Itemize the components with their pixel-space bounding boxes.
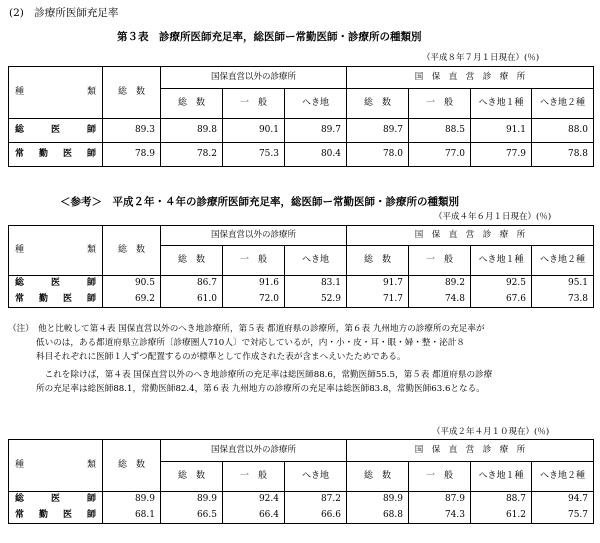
ref-table (8, 225, 594, 308)
cell-value: 89.9 (347, 492, 409, 508)
cell-value: 80.4 (285, 143, 347, 167)
ref-head-kind: 種 類 (9, 226, 103, 276)
row-label: 総 医 師 (9, 276, 103, 292)
table-row (9, 492, 594, 508)
ref-title: ＜参考＞ 平成２年・４年の診療所医師充足率，総医師ー常勤医師・診療所の種類別 (60, 196, 459, 208)
table-row (9, 143, 594, 167)
cell-value: 89.8 (161, 119, 223, 143)
cell-value: 92.5 (471, 276, 532, 292)
cell-value: 68.1 (103, 508, 161, 524)
cell-value: 68.8 (347, 508, 409, 524)
cell-value: 69.2 (103, 292, 161, 308)
cell-value: 67.6 (471, 292, 532, 308)
note-line: （注） 他と比較して第４表 国保直営以外のへき地診療所，第５表 都道府県の診療所，第６表 九州地方の診療所の充足率が (8, 324, 485, 334)
ref-head-sub: へき地２種 (532, 246, 594, 276)
table3-head-sub: 一 般 (223, 89, 285, 119)
cell-value: 75.3 (223, 143, 285, 167)
table4 (8, 439, 594, 524)
row-label: 総 医 師 (9, 119, 103, 143)
table4-head-kind: 種 類 (9, 440, 103, 492)
cell-value: 87.2 (285, 492, 347, 508)
table3-head-sub: 総 数 (161, 89, 223, 119)
table3-head-group1: 国保直営以外の診療所 (161, 67, 347, 89)
cell-value: 95.1 (532, 276, 594, 292)
cell-value: 74.8 (409, 292, 471, 308)
cell-value: 78.2 (161, 143, 223, 167)
ref-head-sub: へき地 (285, 246, 347, 276)
ref-head-total: 総 数 (103, 226, 161, 276)
cell-value: 66.6 (285, 508, 347, 524)
cell-value: 94.7 (532, 492, 594, 508)
table3-head-kind: 種 類 (9, 67, 103, 119)
cell-value: 66.5 (161, 508, 223, 524)
cell-value: 90.5 (103, 276, 161, 292)
cell-value: 71.7 (347, 292, 409, 308)
cell-value: 92.4 (223, 492, 285, 508)
cell-value: 78.0 (347, 143, 409, 167)
table4-head-group1: 国保直営以外の診療所 (161, 440, 347, 462)
cell-value: 83.1 (285, 276, 347, 292)
ref-head-sub: 一 般 (223, 246, 285, 276)
ref-head-sub: 総 数 (161, 246, 223, 276)
row-label: 常 勤 医 師 (9, 292, 103, 308)
cell-value: 88.7 (471, 492, 532, 508)
table-row (9, 276, 594, 292)
cell-value: 88.0 (532, 119, 594, 143)
table3-head-sub: 総 数 (347, 89, 409, 119)
table4-head-total: 総 数 (103, 440, 161, 492)
section-title: (2) 診療所医師充足率 (9, 7, 119, 19)
table3-head-total: 総 数 (103, 67, 161, 119)
table4-head-sub: 一 般 (409, 462, 471, 492)
cell-value: 89.2 (409, 276, 471, 292)
table4-head-sub: 総 数 (347, 462, 409, 492)
cell-value: 66.4 (223, 508, 285, 524)
table3 (8, 66, 594, 167)
cell-value: 89.7 (347, 119, 409, 143)
ref-head-group2: 国 保 直 営 診 療 所 (347, 226, 594, 246)
row-label: 総 医 師 (9, 492, 103, 508)
cell-value: 61.0 (161, 292, 223, 308)
ref-date: （平成４年６月１日現在）(％) (434, 212, 552, 222)
ref-head-sub: 一 般 (409, 246, 471, 276)
table-row (9, 119, 594, 143)
ref-head-group1: 国保直営以外の診療所 (161, 226, 347, 246)
cell-value: 86.7 (161, 276, 223, 292)
table3-date: （平成８年７月１日現在）(％) (422, 53, 540, 63)
cell-value: 89.9 (161, 492, 223, 508)
ref-head-sub: へき地１種 (471, 246, 532, 276)
table-row (9, 292, 594, 308)
row-label: 常 勤 医 師 (9, 143, 103, 167)
cell-value: 91.1 (471, 119, 532, 143)
row-label: 常 勤 医 師 (9, 508, 103, 524)
cell-value: 89.7 (285, 119, 347, 143)
cell-value: 89.3 (103, 119, 161, 143)
ref-head-sub: 総 数 (347, 246, 409, 276)
table3-head-sub: へき地２種 (532, 89, 594, 119)
cell-value: 77.0 (409, 143, 471, 167)
cell-value: 91.6 (223, 276, 285, 292)
cell-value: 91.7 (347, 276, 409, 292)
cell-value: 77.9 (471, 143, 532, 167)
table4-head-sub: 一 般 (223, 462, 285, 492)
cell-value: 78.9 (103, 143, 161, 167)
cell-value: 74.3 (409, 508, 471, 524)
note-line: これを除けば，第４表 国保直営以外のへき地診療所の充足率は総医師88.6，常勤医師55.5，第５表 都道府県の診療 (36, 370, 493, 380)
table3-head-sub: 一 般 (409, 89, 471, 119)
table4-head-sub: へき地１種 (471, 462, 532, 492)
cell-value: 89.9 (103, 492, 161, 508)
note-line: 科目それぞれに医師１人ずつ配置するのが標準として作成された表が含まへえいたためである。 (36, 352, 406, 362)
cell-value: 72.0 (223, 292, 285, 308)
table4-head-sub: へき地 (285, 462, 347, 492)
cell-value: 90.1 (223, 119, 285, 143)
cell-value: 61.2 (471, 508, 532, 524)
table-row (9, 508, 594, 524)
table3-head-group2: 国 保 直 営 診 療 所 (347, 67, 594, 89)
cell-value: 87.9 (409, 492, 471, 508)
cell-value: 88.5 (409, 119, 471, 143)
table4-head-sub: 総 数 (161, 462, 223, 492)
cell-value: 52.9 (285, 292, 347, 308)
note-line: 低いのは，ある都道府県立診療所〔診療圏人710人〕で対応しているが，内・小・皮・耳・眼・婦・整・泌計８ (36, 338, 465, 348)
table3-head-sub: へき地１種 (471, 89, 532, 119)
table4-head-sub: へき地２種 (532, 462, 594, 492)
cell-value: 75.7 (532, 508, 594, 524)
note-line: 所の充足率は総医師88.1，常勤医師82.4，第６表 九州地方の診療所の充足率は総医師83.8，常勤医師63.6となる。 (36, 384, 485, 394)
table4-head-group2: 国 保 直 営 診 療 所 (347, 440, 594, 462)
cell-value: 73.8 (532, 292, 594, 308)
cell-value: 78.8 (532, 143, 594, 167)
table4-date: （平成２年４月１０現在）(％) (432, 427, 550, 437)
table3-title: 第３表 診療所医師充足率，総医師ー常勤医師・診療所の種類別 (117, 31, 422, 43)
table3-head-sub: へき地 (285, 89, 347, 119)
